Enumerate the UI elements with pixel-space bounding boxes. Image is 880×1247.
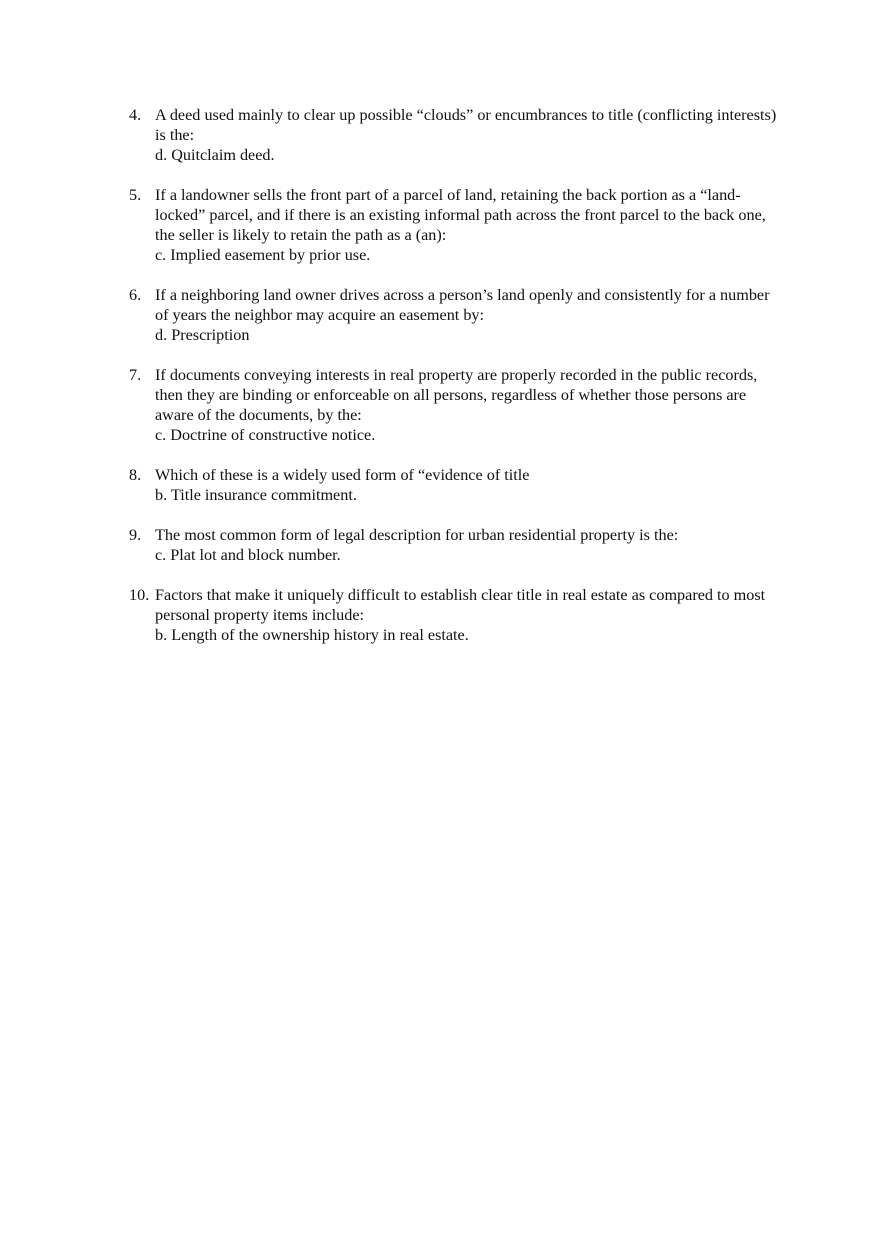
question-answer: d. Quitclaim deed. [155, 146, 275, 164]
question-text: The most common form of legal description for urban residential property is the: [155, 526, 679, 544]
question-text: Which of these is a widely used form of “evidence of title [155, 466, 530, 484]
question-item [129, 105, 779, 165]
question-number: 7. [129, 366, 142, 384]
question-answer: b. Length of the ownership history in real estate. [155, 626, 469, 644]
question-item [129, 365, 779, 445]
question-answer: c. Doctrine of constructive notice. [155, 426, 376, 444]
question-number: 6. [129, 286, 142, 304]
question-item [129, 525, 779, 565]
question-body [155, 465, 779, 505]
question-answer: c. Plat lot and block number. [155, 546, 341, 564]
question-text: A deed used mainly to clear up possible “clouds” or encumbrances to title (conflicting interests) is the: [155, 106, 777, 144]
question-item [129, 465, 779, 505]
question-list [129, 105, 779, 665]
question-number: 10. [129, 586, 150, 604]
question-answer: d. Prescription [155, 326, 250, 344]
question-answer: c. Implied easement by prior use. [155, 246, 371, 264]
question-body [155, 185, 779, 265]
question-number: 5. [129, 186, 142, 204]
question-text: If a landowner sells the front part of a parcel of land, retaining the back portion as a “land-locked” parcel, and if there is an existing informal path across the front parcel to the back one, the seller is likely to retain the path as a (an): [155, 186, 766, 244]
question-item [129, 585, 779, 645]
question-item [129, 185, 779, 265]
question-answer: b. Title insurance commitment. [155, 486, 357, 504]
question-number: 9. [129, 526, 142, 544]
question-number: 4. [129, 106, 142, 124]
question-text: Factors that make it uniquely difficult to establish clear title in real estate as compared to most personal property items include: [155, 586, 766, 624]
question-body [155, 105, 779, 165]
question-body [155, 285, 779, 345]
question-body [155, 525, 779, 565]
question-body [155, 365, 779, 445]
question-text: If a neighboring land owner drives across a person’s land openly and consistently for a number of years the neighbor may acquire an easement by: [155, 286, 770, 324]
question-body [155, 585, 779, 645]
question-item [129, 285, 779, 345]
question-number: 8. [129, 466, 142, 484]
question-text: If documents conveying interests in real property are properly recorded in the public records, then they are binding or enforceable on all persons, regardless of whether those persons are aware of the documents, by the: [155, 366, 758, 424]
